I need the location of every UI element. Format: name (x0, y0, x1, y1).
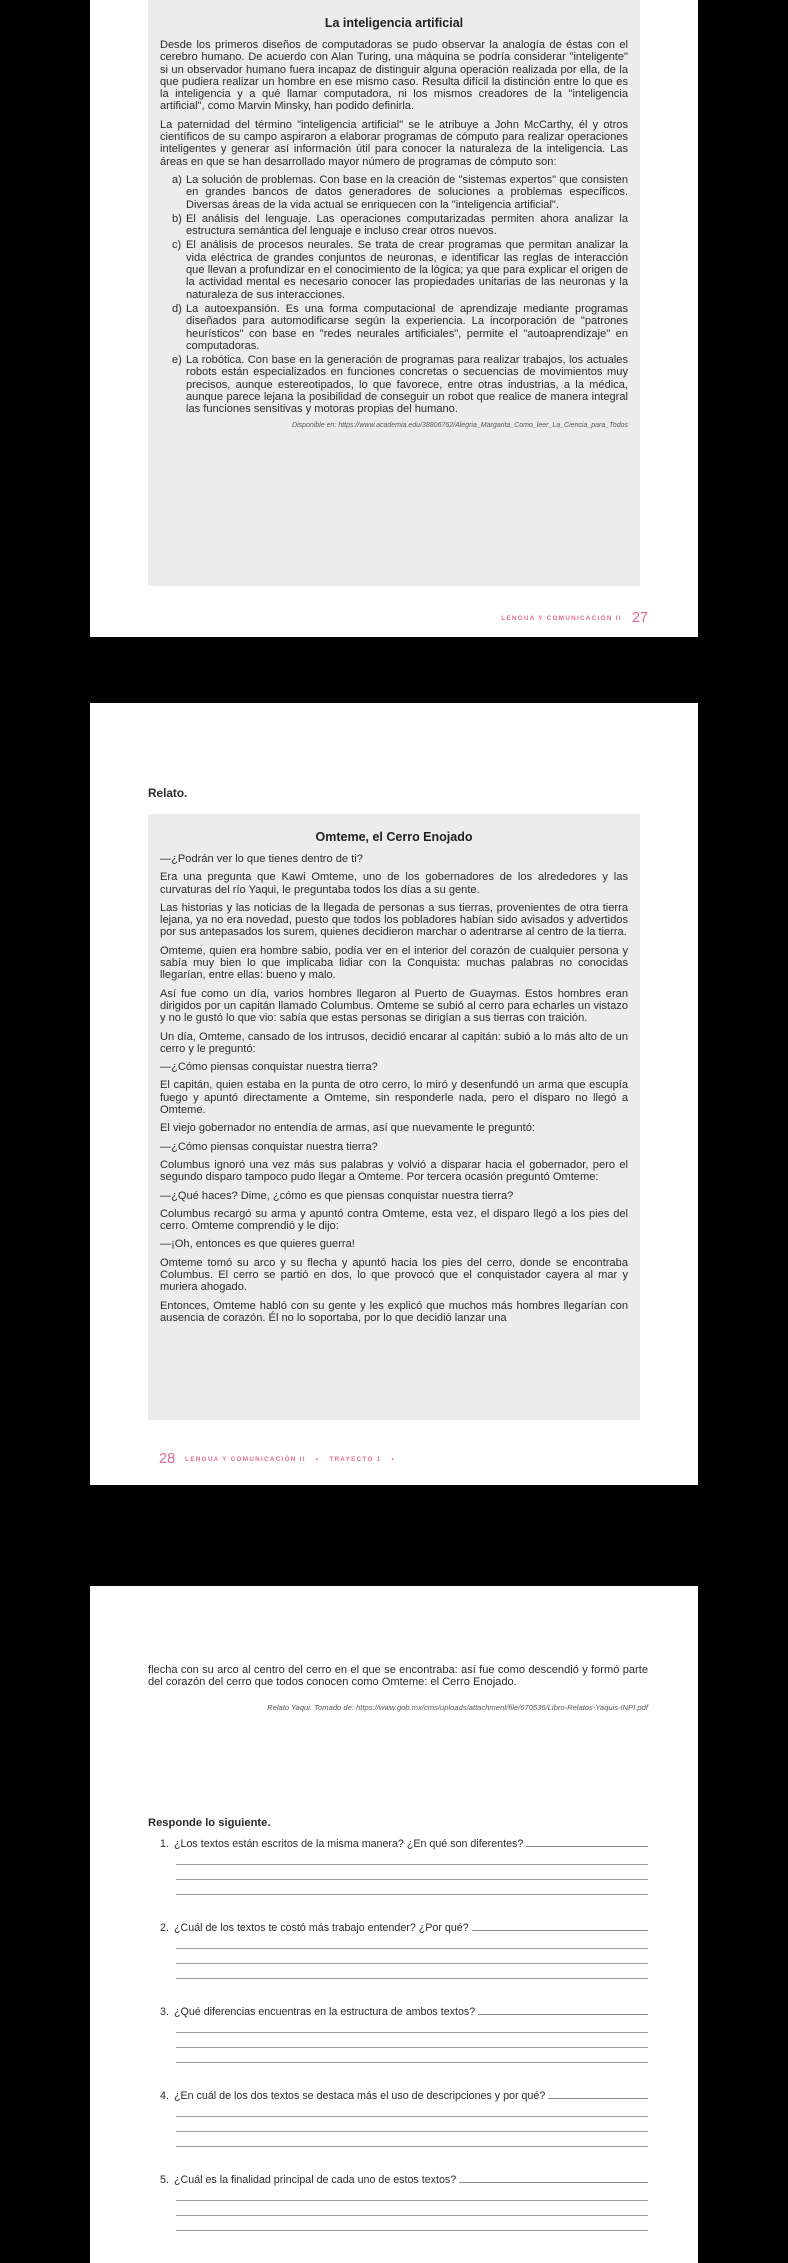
question-number: 1. (160, 1838, 169, 1850)
story-paragraph: Las historias y las noticias de la llegada de personas a sus tierras, provenientes de otra tierra lejana, ya no era novedad, puesto que todos los pobladores habían sido avisados y advertidos por sus antepasados los surem, quienes decidieron marchar o adentrarse al centro de la tierra. (160, 901, 628, 939)
story-paragraph: Columbus recargó su arma y apuntó contra Omteme, esta vez, el disparo llegó a los pies del cerro. Omteme comprendió y le dijo: (160, 1207, 628, 1233)
source-citation: Relato Yaqui. Tomado de: https://www.gob.mx/cms/uploads/attachment/file/670536/Libro-Relatos-Yaquis-INPI.pdf (267, 1702, 648, 1712)
answer-line[interactable] (176, 2117, 648, 2132)
story-paragraph: —¿Qué haces? Dime, ¿cómo es que piensas conquistar nuestra tierra? (160, 1189, 514, 1202)
story-paragraph: flecha con su arco al centro del cerro en el que se encontraba: así fue como descendió y formó parte del corazón del cerro que todos conocen como Omteme: el Cerro Enojado. (148, 1664, 648, 1689)
question-text: ¿En cuál de los dos textos se destaca más el uso de descripciones y por qué? (174, 2090, 546, 2102)
story-title: Omteme, el Cerro Enojado (315, 830, 473, 844)
answer-line[interactable] (176, 1865, 648, 1880)
article-paragraph: Desde los primeros diseños de computadoras se pudo observar la analogía de éstas con el cerebro humano. De acuerdo con Alan Turing, una máquina se podría considerar "inteligente" si un observador humano fuera incapaz de distinguir alguna operación realizada por ella, de la que pudiera realizar un hombre en ese mismo caso. Resulta difícil la distinción entre lo que es la inteligencia y a qué llamar computadora, ni los mismos creadores de la "inteligencia artificial", como Marvin Minsky, han podido definirla. (160, 39, 628, 113)
list-item (160, 354, 628, 415)
answer-line[interactable] (176, 2201, 648, 2216)
page-footer (501, 610, 648, 626)
question-text: ¿Los textos están escritos de la misma manera? ¿En qué son diferentes? (174, 1838, 524, 1850)
story-paragraph: —¿Podrán ver lo que tienes dentro de ti? (160, 853, 363, 865)
question-number: 5. (160, 2174, 169, 2186)
footer-label: LENGUA Y COMUNICACIÓN II (185, 1455, 306, 1463)
question-text: ¿Cuál de los textos te costó más trabajo entender? ¿Por qué? (174, 1922, 469, 1934)
question-number: 4. (160, 2090, 169, 2102)
list-item (160, 239, 628, 300)
story-continuation (148, 1664, 648, 1712)
story-paragraph: —¡Oh, entonces es que quieres guerra! (160, 1238, 355, 1251)
article-title: La inteligencia artificial (324, 16, 464, 30)
answer-line[interactable] (176, 2048, 648, 2063)
question-number: 3. (160, 2006, 169, 2018)
answer-line[interactable] (176, 2018, 648, 2033)
question-item (148, 1921, 648, 1979)
story-paragraph: Así fue como un día, varios hombres llegaron al Puerto de Guaymas. Estos hombres eran dirigidos por un capitán llamado Columbus. Omteme se subió al cerro para echarles un vistazo y no le gustó lo que vio: sabía que estas personas se dirigían a sus tierras con traición. (160, 987, 628, 1025)
answer-line[interactable] (176, 2216, 648, 2231)
answer-line[interactable] (176, 1964, 648, 1979)
question-item (148, 1837, 648, 1895)
list-marker: c) (172, 239, 182, 252)
answer-line[interactable] (472, 1921, 648, 1931)
story-paragraph: Entonces, Omteme habló con su gente y les explicó que muchos más hombres llegarían con ausencia de corazón. Él no lo soportaba, por lo que decidió lanzar una (160, 1299, 628, 1324)
answer-line[interactable] (176, 2132, 648, 2147)
source-citation: Disponible en: https://www.academia.edu/38806762/Alegria_Margarita_Como_leer_La_Ciencia_para_Todos (292, 421, 628, 429)
page-27 (90, 0, 698, 637)
page-29 (90, 1586, 698, 2263)
areas-list (160, 174, 628, 416)
story-paragraph: Omteme tomó su arco y su flecha y apuntó hacia los pies del cerro, donde se encontraba Columbus. El cerro se partió en dos, lo que provocó que el conquistador cayera al mar y muriera ahogado. (160, 1256, 628, 1294)
section-label: Relato. (148, 786, 188, 800)
answer-line[interactable] (548, 2089, 648, 2099)
story-paragraph: El capitán, quien estaba en la punta de otro cerro, lo miró y desenfundó un arma que escupía fuego y apuntó directamente a Omteme, sin responderle nada, pero el disparo no llegó a Omteme. (160, 1079, 628, 1117)
list-marker: b) (172, 212, 182, 225)
list-item-text: La autoexpansión. Es una forma computacional de aprendizaje mediante programas diseñados para automodificarse según la experiencia. La incorporación de "patrones heurísticos" con base en "redes neurales artificiales", permite el "autoaprendizaje" en computadoras. (186, 302, 628, 352)
list-item (160, 303, 628, 352)
story-box (148, 814, 640, 1420)
article-paragraph: La paternidad del término "inteligencia artificial" se le atribuye a John McCarthy, él y otros científicos de su campo aspiraron a elaborar programas de cómputo para realizar operaciones inteligentes y generar así información útil para conocer la naturaleza de la inteligencia. Las áreas en que se han desarrollado mayor número de programas de cómputo son: (160, 118, 628, 168)
story-paragraph: Omteme, quien era hombre sabio, podía ver en el interior del corazón de cualquier persona y sabía muy bien lo que implicaba lidiar con la Conquista: muchas palabras no conocidas llegarían, entre ellas: bueno y malo. (160, 944, 628, 982)
answer-line[interactable] (459, 2173, 648, 2183)
footer-label: LENGUA Y COMUNICACIÓN II (501, 614, 622, 622)
answer-line[interactable] (176, 1934, 648, 1949)
answer-line[interactable] (176, 1850, 648, 1865)
answer-line[interactable] (176, 1880, 648, 1895)
list-item (160, 213, 628, 238)
list-item (160, 174, 628, 211)
question-text: ¿Cuál es la finalidad principal de cada uno de estos textos? (174, 2174, 457, 2186)
question-item (148, 2005, 648, 2063)
list-item-text: La solución de problemas. Con base en la creación de "sistemas expertos" que consisten en grandes bancos de datos generadores de soluciones a problemas específicos. Diversas áreas de la vida actual se enriquecen con la "inteligencia artificial". (186, 173, 628, 211)
footer-trayecto: TRAYECTO 1 (329, 1455, 382, 1463)
story-paragraph: Era una pregunta que Kawi Omteme, uno de los gobernadores de los alrededores y las curvaturas del río Yaqui, le preguntaba todos los días a su gente. (160, 871, 628, 896)
story-paragraph: —¿Cómo piensas conquistar nuestra tierra? (160, 1140, 378, 1153)
answer-line[interactable] (176, 2186, 648, 2201)
question-number: 2. (160, 1922, 169, 1934)
footer-separator: • (391, 1455, 396, 1463)
answer-line[interactable] (176, 1949, 648, 1964)
answer-line[interactable] (176, 2033, 648, 2048)
list-item-text: El análisis de procesos neurales. Se trata de crear programas que permitan analizar la vida eléctrica de grandes conjuntos de neuronas, e identificar las reglas de interacción que llevan a profundizar en el conocimiento de la lógica; ya que para explicar el origen de la actividad mental es necesario conocer las propiedades unitarias de las neuronas y la naturaleza de sus interacciones. (186, 239, 628, 301)
footer-separator: • (315, 1455, 320, 1463)
page-number: 27 (631, 610, 648, 626)
questions-section (148, 1817, 648, 2257)
story-paragraph: El viejo gobernador no entendía de armas, así que nuevamente le preguntó: (160, 1122, 535, 1135)
question-text: ¿Qué diferencias encuentras en la estructura de ambos textos? (174, 2006, 476, 2018)
answer-line[interactable] (526, 1837, 648, 1847)
page-28 (90, 703, 698, 1485)
article-box (148, 0, 640, 586)
list-item-text: El análisis del lenguaje. Las operaciones computarizadas permiten ahora analizar la estructura semántica del lenguaje e incluso crear otros nuevos. (186, 212, 628, 238)
page-number: 28 (159, 1451, 176, 1467)
list-marker: a) (172, 173, 182, 186)
page-footer (159, 1451, 395, 1467)
question-item (148, 2089, 648, 2147)
story-paragraph: —¿Cómo piensas conquistar nuestra tierra? (160, 1061, 378, 1074)
answer-line[interactable] (478, 2005, 648, 2015)
story-paragraph: Un día, Omteme, cansado de los intrusos, decidió encarar al capitán: subió a lo más alto de un cerro y le preguntó: (160, 1030, 628, 1055)
list-marker: e) (172, 354, 182, 367)
list-marker: d) (172, 302, 182, 315)
questions-heading: Responde lo siguiente. (148, 1817, 271, 1829)
answer-line[interactable] (176, 2102, 648, 2117)
question-item (148, 2173, 648, 2231)
story-paragraph: Columbus ignoró una vez más sus palabras y volvió a disparar hacia el gobernador, pero el segundo disparo tampoco pudo llegar a Omteme. Por tercera ocasión preguntó Omteme: (160, 1158, 628, 1184)
list-item-text: La robótica. Con base en la generación de programas para realizar trabajos, los actuales robots están especializados en funciones concretas o secuencias de movimientos muy precisos, aunque estereotipados, lo que favorece, entre otras industrias, a la médica, aunque parece lejana la posibilidad de conseguir un robot que realice de manera integral las funciones sensitivas y motoras propias del humano. (186, 354, 628, 416)
